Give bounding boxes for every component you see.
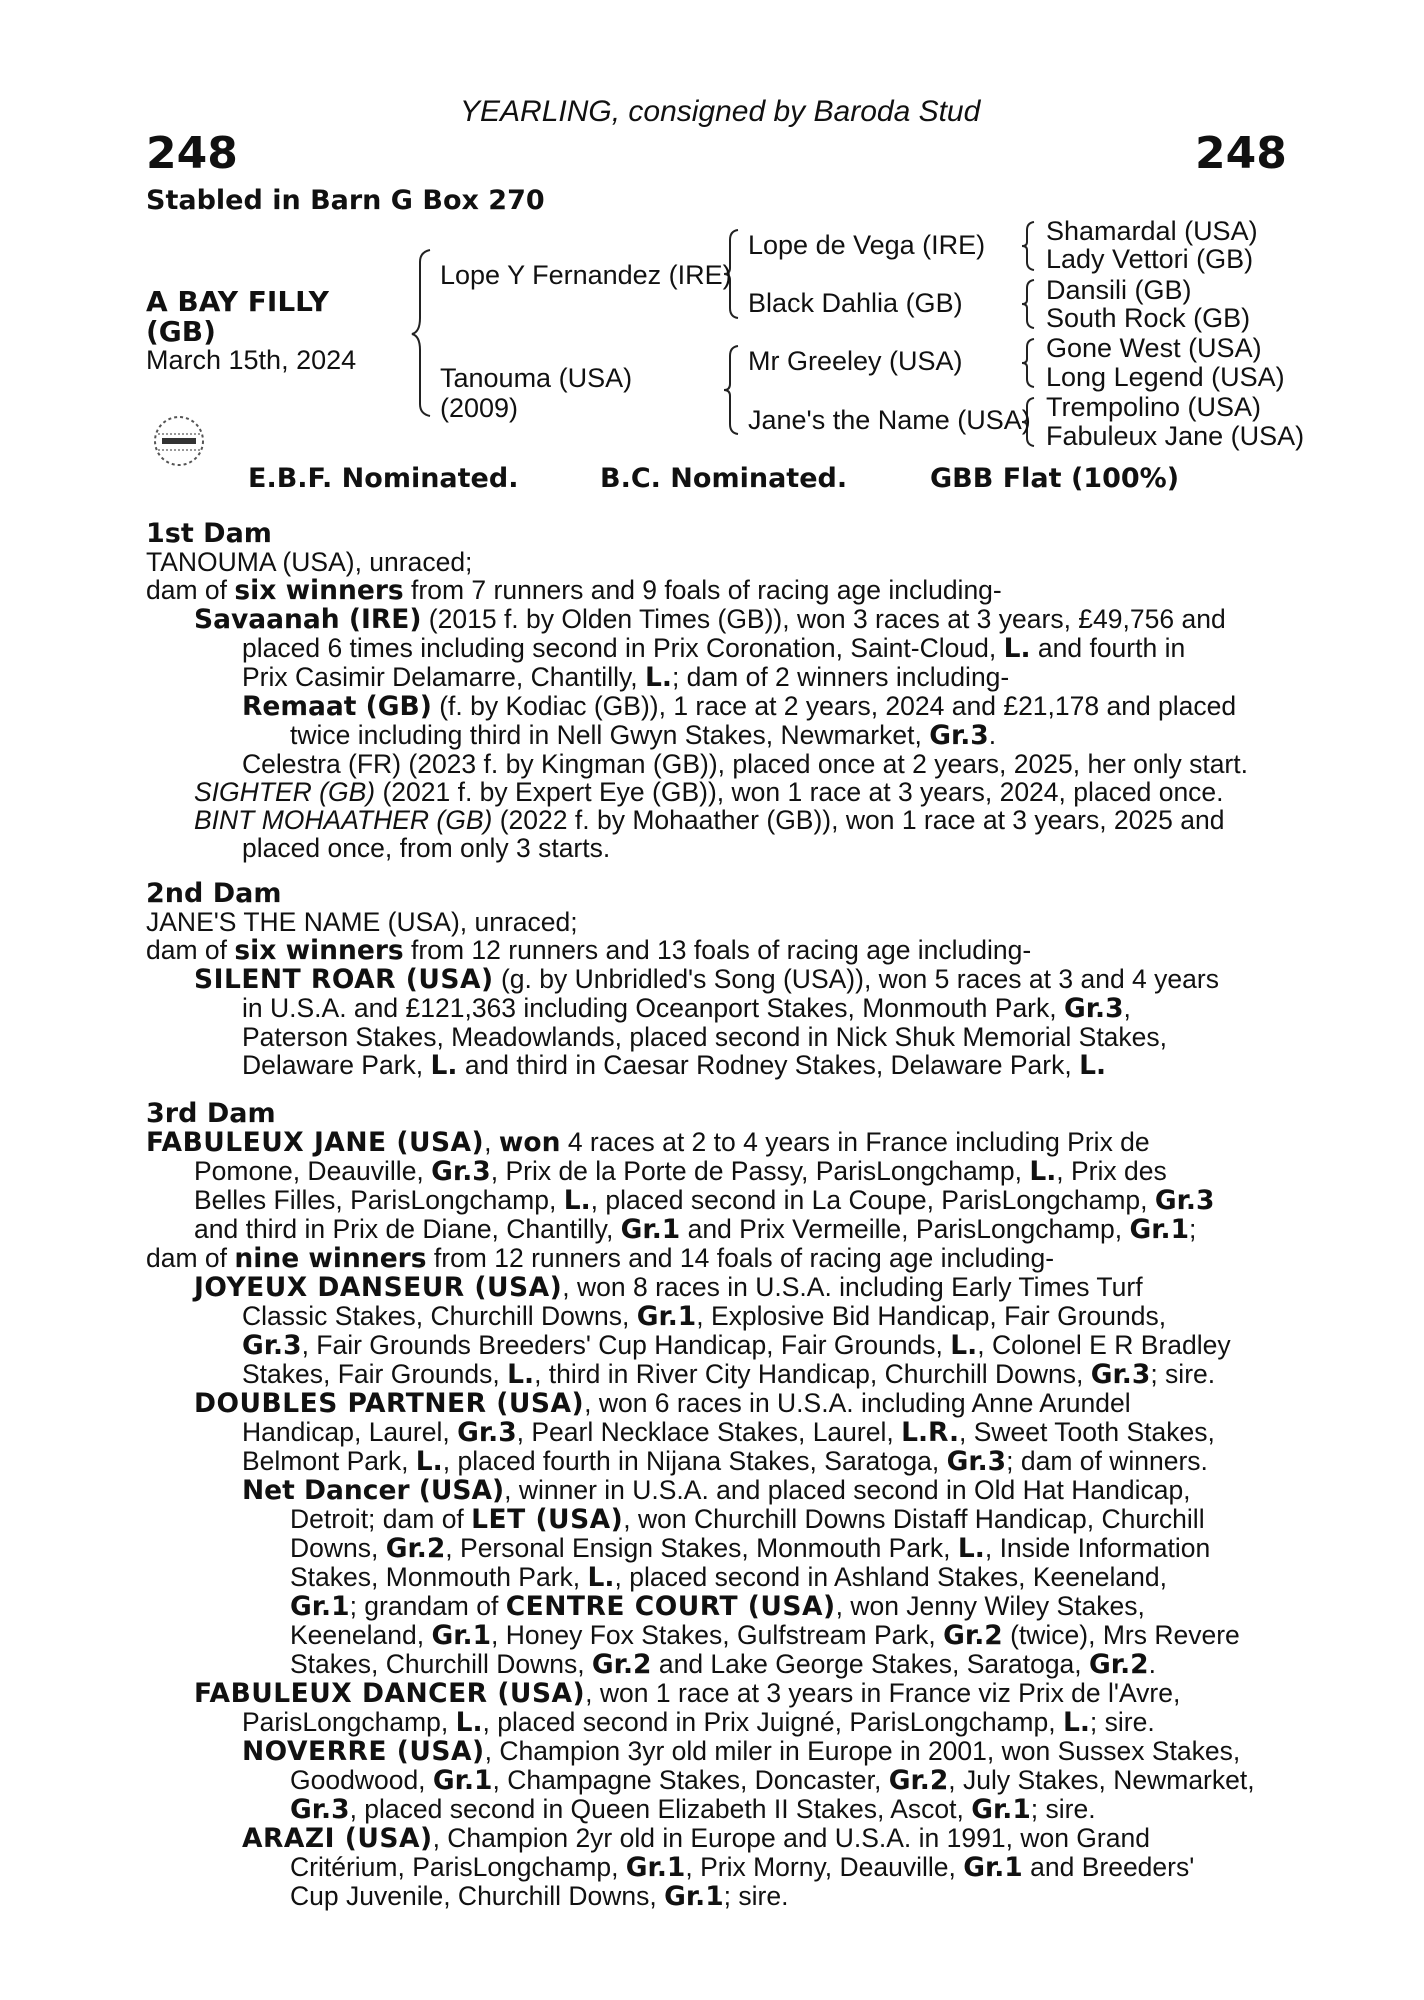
- gbb-flat: GBB Flat (100%): [930, 463, 1180, 494]
- progeny-line: Belmont Park, L., placed fourth in Nijana Stakes, Saratoga, Gr.3; dam of winners.: [242, 1446, 1208, 1477]
- pedigree-dam-sire: Mr Greeley (USA): [748, 346, 963, 376]
- pedigree-dss: Gone West (USA): [1046, 333, 1262, 363]
- progeny-celestra: Celestra (FR) (2023 f. by Kingman (GB)), placed once at 2 years, 2025, her only start.: [242, 749, 1248, 779]
- progeny-joyeux-danseur: JOYEUX DANSEUR (USA), won 8 races in U.S.A. including Early Times Turf: [194, 1272, 1143, 1303]
- section-heading: 2nd Dam: [146, 878, 282, 909]
- progeny-line: Classic Stakes, Churchill Downs, Gr.1, Explosive Bid Handicap, Fair Grounds,: [242, 1301, 1167, 1332]
- pedigree-dam: Tanouma (USA): [440, 363, 633, 393]
- first-dam-section: [146, 520, 1276, 862]
- progeny-line: Belles Filles, ParisLongchamp, L., placed second in La Coupe, ParisLongchamp, Gr.3: [194, 1185, 1215, 1216]
- progeny-line: and third in Prix de Diane, Chantilly, Gr.1 and Prix Vermeille, ParisLongchamp, Gr.1;: [194, 1214, 1197, 1245]
- progeny-noverre: NOVERRE (USA), Champion 3yr old miler in Europe in 2001, won Sussex Stakes,: [242, 1736, 1241, 1767]
- progeny-line: Downs, Gr.2, Personal Ensign Stakes, Monmouth Park, L., Inside Information: [290, 1533, 1211, 1564]
- second-dam-section: [146, 880, 1276, 1080]
- progeny-line: Goodwood, Gr.1, Champagne Stakes, Doncaster, Gr.2, July Stakes, Newmarket,: [290, 1765, 1255, 1796]
- pedigree-sire-dam: Black Dahlia (GB): [748, 288, 963, 318]
- progeny-fabuleux-dancer: FABULEUX DANCER (USA), won 1 race at 3 years in France viz Prix de l'Avre,: [194, 1678, 1181, 1709]
- lot-number-left: 248: [146, 128, 238, 179]
- ebf-nominated: E.B.F. Nominated.: [248, 463, 519, 494]
- progeny-savaanah: Savaanah (IRE) (2015 f. by Olden Times (GB)), won 3 races at 3 years, £49,756 and: [194, 604, 1226, 635]
- pedigree-sdd: South Rock (GB): [1046, 303, 1251, 333]
- pedigree-brace-ss: [1018, 220, 1040, 272]
- progeny-line: Stakes, Churchill Downs, Gr.2 and Lake George Stakes, Saratoga, Gr.2.: [290, 1649, 1156, 1680]
- dam-production: dam of six winners from 12 runners and 13 foals of racing age including-: [146, 935, 1032, 966]
- progeny-line: Gr.1; grandam of CENTRE COURT (USA), won Jenny Wiley Stakes,: [290, 1591, 1145, 1622]
- dam-fabuleux-jane: FABULEUX JANE (USA), won 4 races at 2 to 4 years in France including Prix de: [146, 1127, 1150, 1158]
- progeny-line: Pomone, Deauville, Gr.3, Prix de la Porte de Passy, ParisLongchamp, L., Prix des: [194, 1156, 1167, 1187]
- dam-production: dam of nine winners from 12 runners and 14 foals of racing age including-: [146, 1243, 1055, 1274]
- pedigree-sss: Shamardal (USA): [1046, 216, 1258, 246]
- horse-country: (GB): [146, 315, 216, 348]
- stabled-location: Stabled in Barn G Box 270: [146, 185, 545, 216]
- progeny-line: placed 6 times including second in Prix Coronation, Saint-Cloud, L. and fourth in: [242, 633, 1186, 664]
- progeny-line: Stakes, Fair Grounds, L., third in River City Handicap, Churchill Downs, Gr.3; sire.: [242, 1359, 1216, 1390]
- pedigree-brace-sd: [1018, 278, 1040, 330]
- horse-sex: A BAY FILLY: [146, 285, 329, 318]
- progeny-doubles-partner: DOUBLES PARTNER (USA), won 6 races in U.S.A. including Anne Arundel: [194, 1388, 1131, 1419]
- progeny-remaat: Remaat (GB) (f. by Kodiac (GB)), 1 race at 2 years, 2024 and £21,178 and placed: [242, 691, 1237, 722]
- progeny-line: placed once, from only 3 starts.: [242, 833, 611, 863]
- bc-nominated: B.C. Nominated.: [600, 463, 848, 494]
- pedigree-ssd: Lady Vettori (GB): [1046, 244, 1254, 274]
- pedigree-dsd: Long Legend (USA): [1046, 362, 1285, 392]
- gbb-seal-icon: [150, 408, 208, 474]
- progeny-line: Detroit; dam of LET (USA), won Churchill Downs Distaff Handicap, Churchill: [290, 1504, 1205, 1535]
- pedigree-dds: Trempolino (USA): [1046, 392, 1262, 422]
- progeny-line: Prix Casimir Delamarre, Chantilly, L.; dam of 2 winners including-: [242, 662, 1010, 693]
- third-dam-section: [146, 1100, 1276, 1911]
- pedigree-ddd: Fabuleux Jane (USA): [1046, 421, 1305, 451]
- section-heading: 1st Dam: [146, 518, 272, 549]
- progeny-line: Keeneland, Gr.1, Honey Fox Stakes, Gulfstream Park, Gr.2 (twice), Mrs Revere: [290, 1620, 1240, 1651]
- progeny-sighter: SIGHTER (GB) (2021 f. by Expert Eye (GB)), won 1 race at 3 years, 2024, placed once.: [194, 777, 1224, 807]
- progeny-line: Stakes, Monmouth Park, L., placed second in Ashland Stakes, Keeneland,: [290, 1562, 1167, 1593]
- dam-production: dam of six winners from 7 runners and 9 foals of racing age including-: [146, 575, 1002, 606]
- pedigree-dam-year: (2009): [440, 393, 519, 423]
- progeny-line: Delaware Park, L. and third in Caesar Rodney Stakes, Delaware Park, L.: [242, 1050, 1107, 1081]
- progeny-line: twice including third in Nell Gwyn Stakes, Newmarket, Gr.3.: [290, 720, 997, 751]
- dam-intro: JANE'S THE NAME (USA), unraced;: [146, 907, 578, 937]
- pedigree-sire-sire: Lope de Vega (IRE): [748, 230, 986, 260]
- pedigree-dam-dam: Jane's the Name (USA): [748, 405, 1031, 435]
- progeny-line: in U.S.A. and £121,363 including Oceanport Stakes, Monmouth Park, Gr.3,: [242, 993, 1131, 1024]
- page-title: YEARLING, consigned by Baroda Stud: [460, 95, 981, 128]
- progeny-line: ParisLongchamp, L., placed second in Prix Juigné, ParisLongchamp, L.; sire.: [242, 1707, 1155, 1738]
- progeny-line: Paterson Stakes, Meadowlands, placed second in Nick Shuk Memorial Stakes,: [242, 1022, 1168, 1052]
- progeny-net-dancer: Net Dancer (USA), winner in U.S.A. and placed second in Old Hat Handicap,: [242, 1475, 1191, 1506]
- progeny-line: Gr.3, Fair Grounds Breeders' Cup Handicap, Fair Grounds, L., Colonel E R Bradley: [242, 1330, 1231, 1361]
- pedigree-sds: Dansili (GB): [1046, 275, 1192, 305]
- pedigree-brace-ds: [1018, 337, 1040, 389]
- progeny-line: Gr.3, placed second in Queen Elizabeth II Stakes, Ascot, Gr.1; sire.: [290, 1794, 1096, 1825]
- progeny-line: Handicap, Laurel, Gr.3, Pearl Necklace Stakes, Laurel, L.R., Sweet Tooth Stakes,: [242, 1417, 1215, 1448]
- progeny-bint-mohaather: BINT MOHAATHER (GB) (2022 f. by Mohaather (GB)), won 1 race at 3 years, 2025 and: [194, 805, 1225, 835]
- pedigree-brace-dam: [720, 344, 744, 436]
- horse-dob: March 15th, 2024: [146, 345, 357, 375]
- section-heading: 3rd Dam: [146, 1098, 276, 1129]
- progeny-line: Cup Juvenile, Churchill Downs, Gr.1; sire.: [290, 1881, 789, 1912]
- pedigree-brace-main: [408, 248, 438, 418]
- pedigree-sire: Lope Y Fernandez (IRE): [440, 260, 732, 290]
- dam-intro: TANOUMA (USA), unraced;: [146, 547, 473, 577]
- progeny-line: Critérium, ParisLongchamp, Gr.1, Prix Morny, Deauville, Gr.1 and Breeders': [290, 1852, 1195, 1883]
- progeny-silent-roar: SILENT ROAR (USA) (g. by Unbridled's Song (USA)), won 5 races at 3 and 4 years: [194, 964, 1219, 995]
- progeny-arazi: ARAZI (USA), Champion 2yr old in Europe and U.S.A. in 1991, won Grand: [242, 1823, 1150, 1854]
- lot-number-right: 248: [1195, 128, 1287, 179]
